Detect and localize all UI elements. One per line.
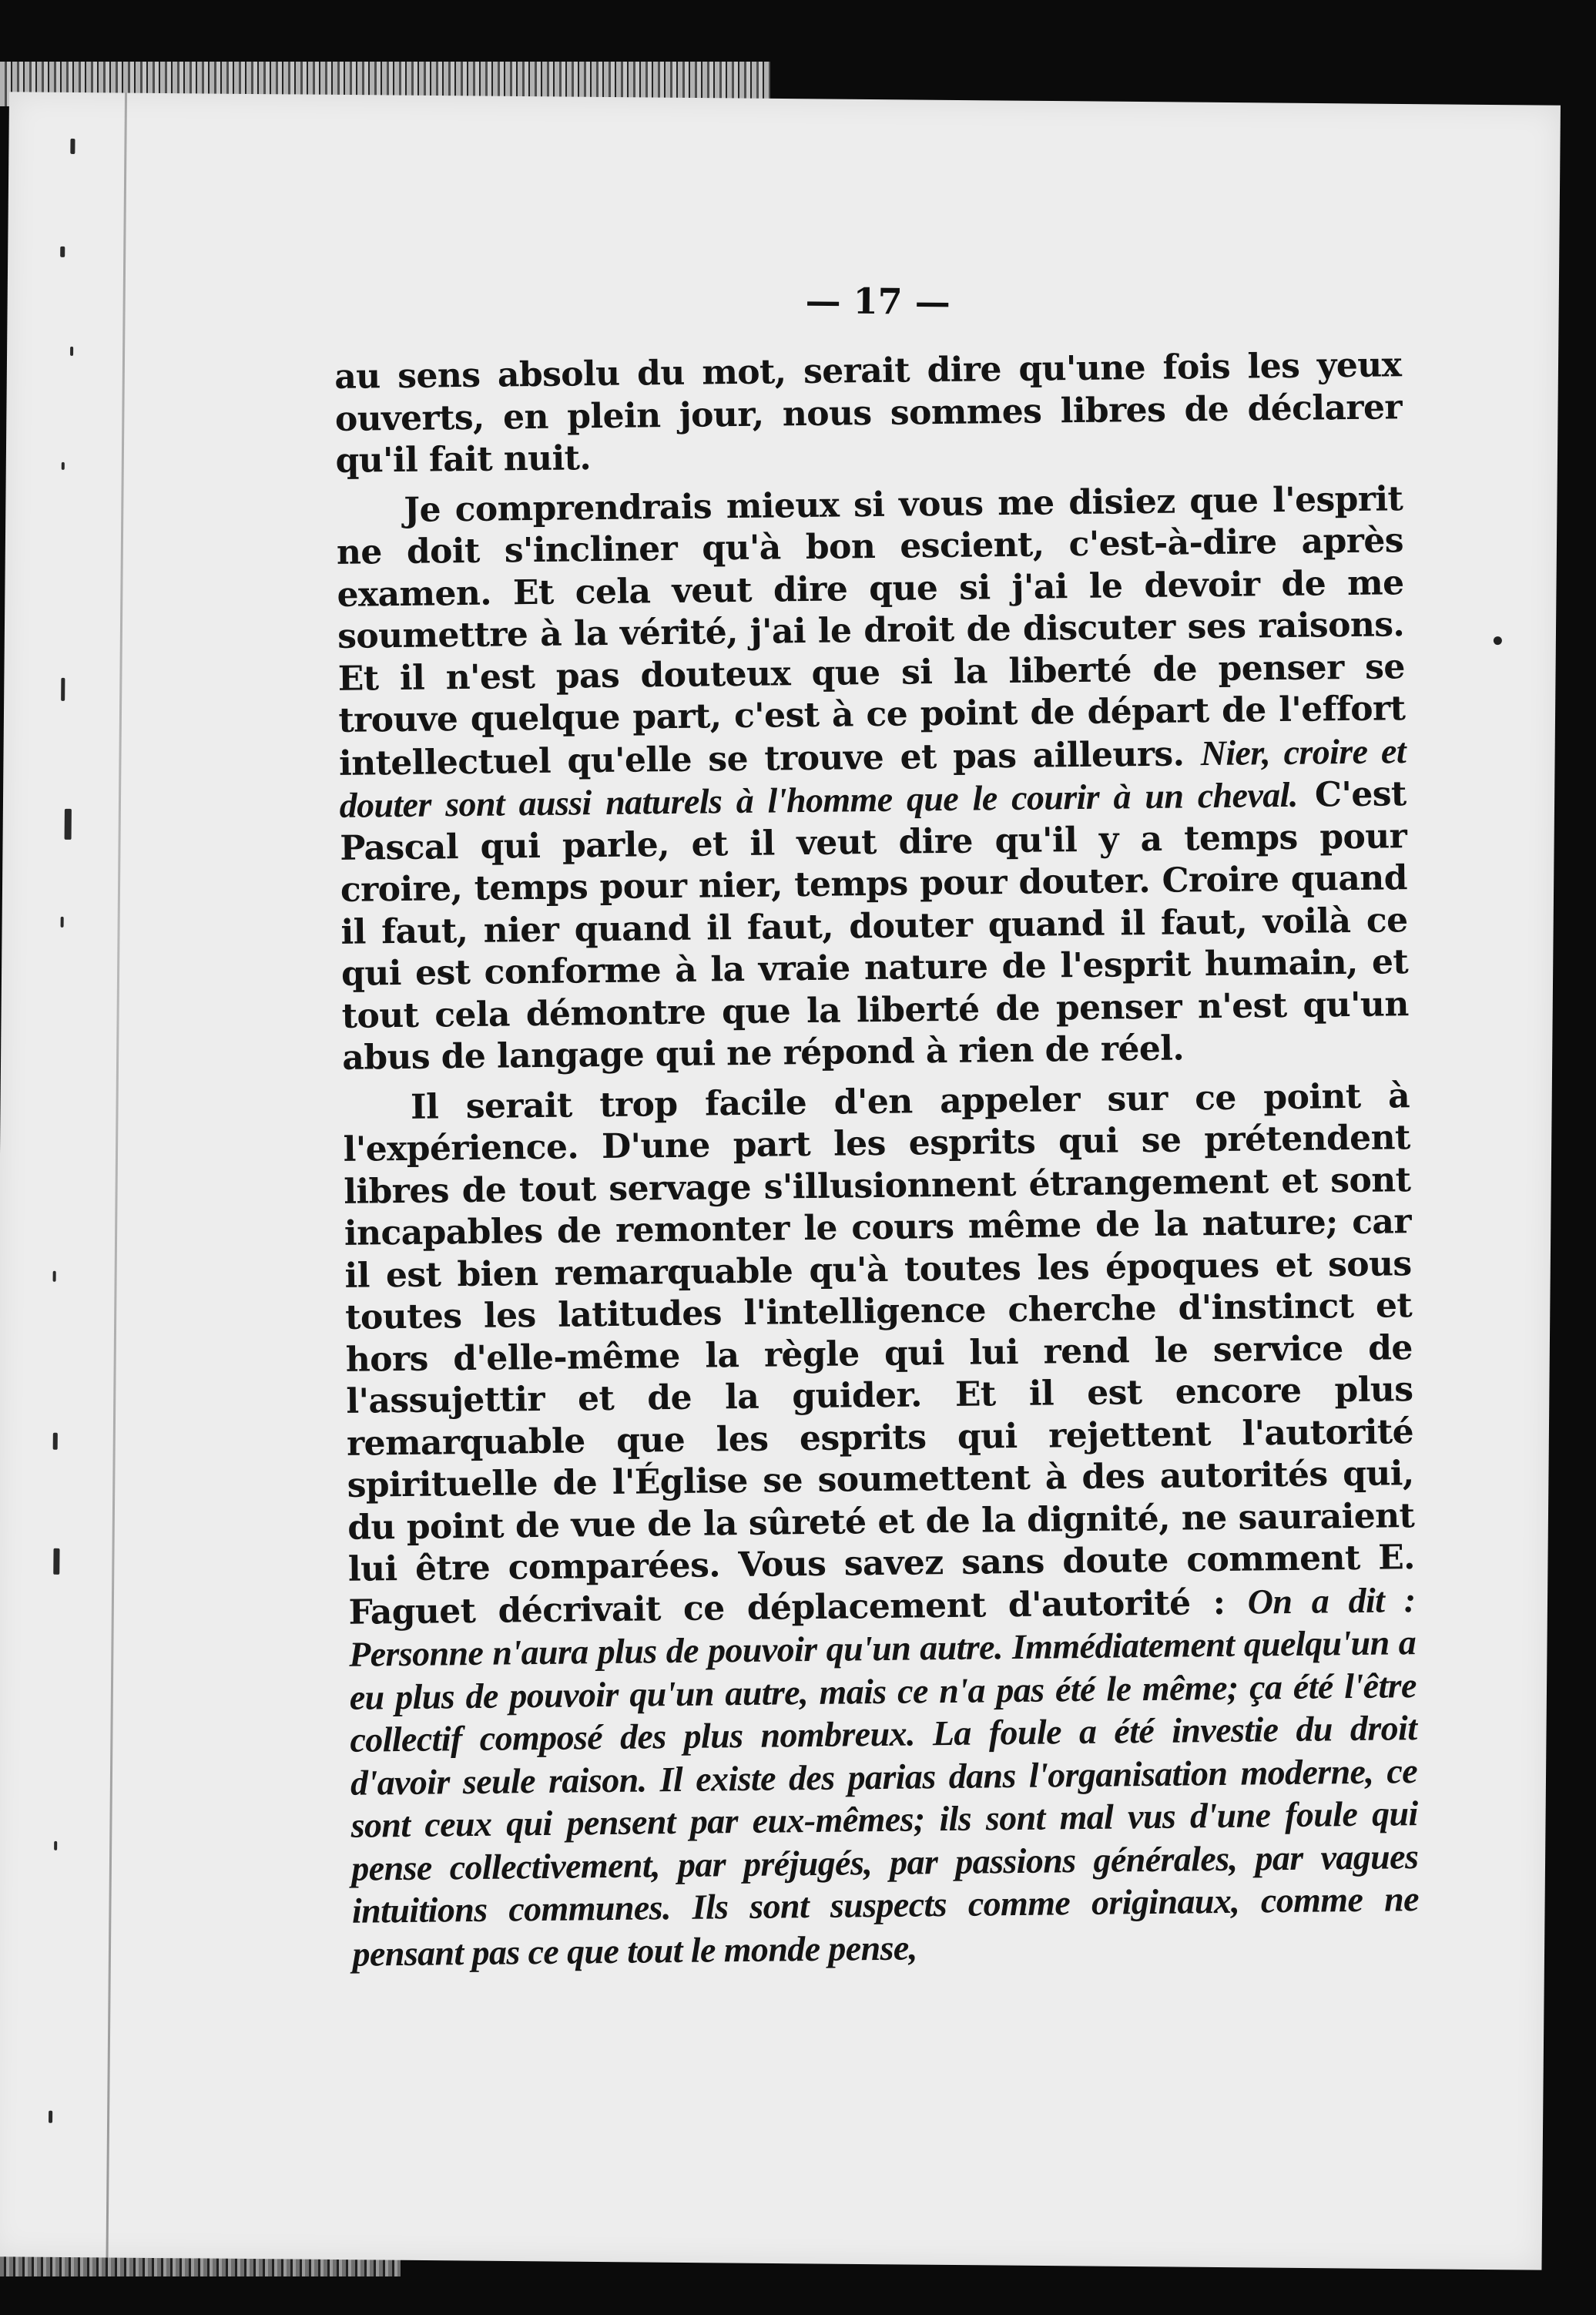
book-page [0, 92, 1561, 2270]
pascal-quote: Nier, croire et douter sont aussi naturels à l'homme que le courir à un cheval. [339, 730, 1407, 825]
speck-dot [1494, 636, 1502, 645]
paragraph-2 [336, 478, 1410, 1080]
paragraph-2-text: Je comprendrais mieux si vous me disiez que l'esprit ne doit s'incliner qu'à bon escient, c'est-à-dire après examen. Et cela veut dire que si j'ai le devoir de me soumettre à la vérité, j'ai le droit de discuter ses raisons. Et il n'est pas douteux que si la liberté de penser se trouve quelque part, c'est à ce point de départ de l'effort intellectuel qu'elle se trouve et pas ailleurs. [336, 478, 1406, 783]
paragraph-1 [334, 344, 1403, 482]
paragraph-2-text-after: C'est Pascal qui parle, et il veut dire qu'il y a temps pour croire, temps pour nier, temps pour douter. Croire quand il faut, nier quand il faut, douter quand il faut, voilà ce qui est conforme à la vraie nature de l'esprit humain, et tout cela démontre que la liberté de penser n'est qu'un abus de langage qui ne répond à rien de réel. [340, 774, 1409, 1078]
margin-specks [37, 92, 125, 2250]
faguet-quote: On a dit : Personne n'aura plus de pouvoir qu'un autre. Immédiatement quelqu'un a eu plus de pouvoir qu'un autre, mais ce n'a pas été le même; ça été l'être collectif composé des plus nombreux. La foule a été investie du droit d'avoir seule raison. Il existe des parias dans l'organisation moderne, ce sont ceux qui pensent par eux-mêmes; ils sont mal vus d'une foule qui pense collectivement, par préjugés, par passions générales, par vagues intuitions communes. Ils sont suspects comme originaux, comme ne pensant pas ce que tout le monde pense, [348, 1579, 1420, 1974]
page-number: — 17 — [805, 280, 951, 323]
body-text [334, 344, 1420, 1984]
paragraph-3-text: Il serait trop facile d'en appeler sur ce point à l'expérience. D'une part les esprits qui se prétendent libres de tout servage s'illusionnent étrangement et sont incapables de remonter le cours même de la nature; car il est bien remarquable qu'à toutes les époques et sous toutes les latitudes l'intelligence cherche d'instinct et hors d'elle-même la règle qui lui rend le service de l'assujettir et de la guider. Et il est encore plus remarquable que les esprits qui rejettent l'autorité spirituelle de l'Église se soumettent à des autorités qui, du point de vue de la sûreté et de la dignité, ne sauraient lui être comparées. Vous savez sans doute comment E. Faguet décrivait ce déplacement d'autorité : [343, 1075, 1416, 1632]
paragraph-3 [343, 1075, 1420, 1976]
paragraph-1-text: au sens absolu du mot, serait dire qu'une fois les yeux ouverts, en plein jour, nous sommes libres de déclarer qu'il fait nuit. [334, 345, 1403, 481]
